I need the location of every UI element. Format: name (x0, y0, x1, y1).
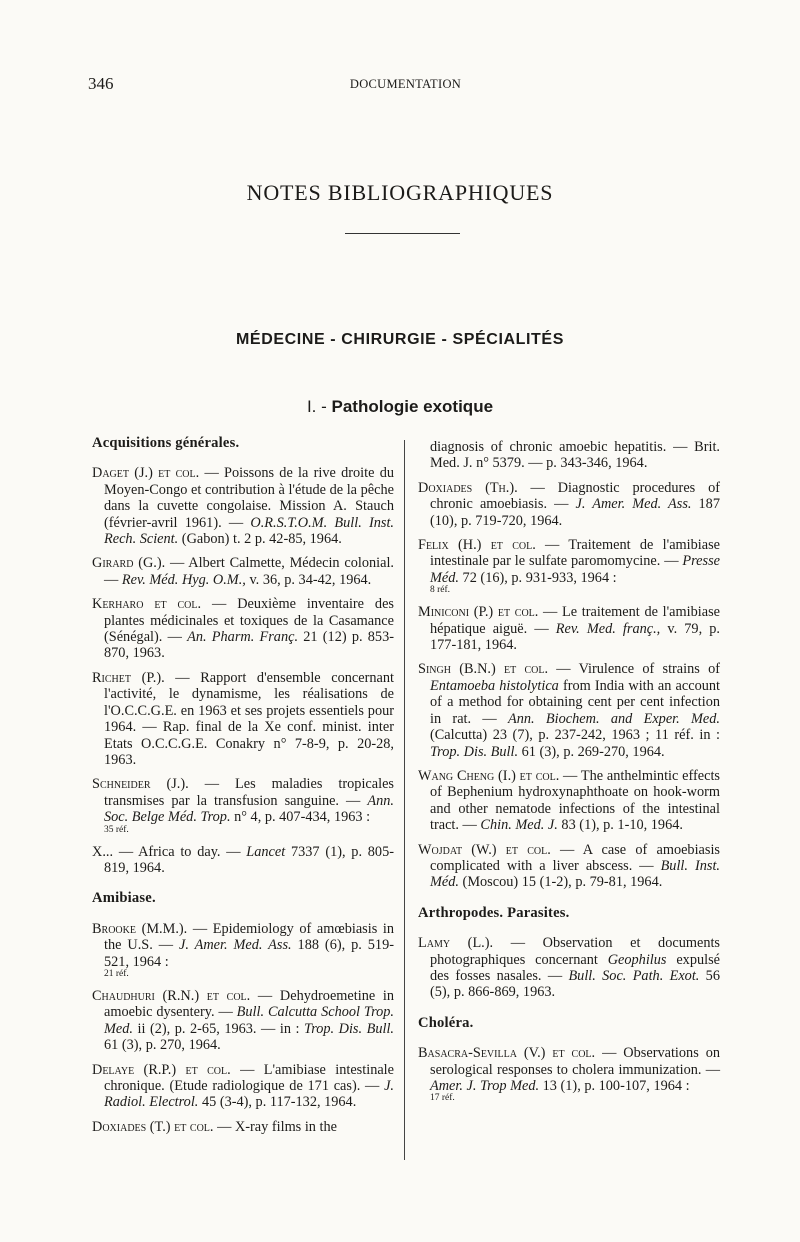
entry-source: Entamoeba histolytica (430, 677, 559, 694)
bibliography-entry (92, 465, 394, 547)
entry-source: An. Pharm. Franç. (187, 629, 299, 646)
entry-details: 61 (3), p. 270, 1964. (104, 1037, 221, 1054)
entry-text: — Rapport d'ensemble concernant l'activité, le dynamisme, les réalisations de l'O.C.C.G.E. en 1963 et ses projets essentiels pour 1964. — Rap. final de la Xe conf. minist. inter Etats O.C.C.G.E. Conakry n° 7-8-9, p. 20-28, 1963. (104, 669, 394, 768)
bibliography-entry (418, 1045, 720, 1104)
entry-text: — Dehydroemetine in amoebic dysentery. — (104, 987, 394, 1021)
entry-text: — Le traitement de l'amibiase hépatique aiguë. — (430, 604, 720, 637)
entry-author: Girard (G.). (92, 555, 166, 572)
entry-details: from India with an account of a method for obtaining cent per cent infection in rat. — (430, 677, 720, 727)
entry-details: 188 (6), p. 519-521, 1964 : (104, 937, 394, 970)
entry-source: J. Amer. Med. Ass. (575, 496, 692, 513)
column-divider (404, 440, 405, 1160)
entry-details: 56 (5), p. 866-869, 1963. (430, 967, 720, 1001)
left-column (92, 435, 394, 1135)
entry-text: — Albert Calmette, Médecin colonial. — (104, 555, 394, 588)
entry-source: Bull. Inst. Méd. (430, 857, 720, 891)
bibliography-entry (418, 935, 720, 1001)
bibliography-entry (92, 988, 394, 1054)
bibliography-entry (92, 776, 394, 835)
bibliography-entry (92, 1119, 394, 1135)
entry-details: 83 (1), p. 1-10, 1964. (557, 817, 683, 834)
entry-author: Lamy (L.). (418, 935, 494, 952)
title-divider (345, 233, 460, 234)
entry-text: — Epidemiology of amœbiasis in the U.S. — (104, 920, 394, 954)
entry-source: O.R.S.T.O.M. Bull. Inst. Rech. Scient. (104, 514, 395, 548)
entry-source: Presse Méd. (430, 553, 720, 586)
entry-source: Rev. Med. franç., (555, 620, 661, 637)
entry-author: Daget (J.) et col. (92, 465, 200, 482)
entry-ref-count: 8 réf. (430, 585, 451, 596)
entry-details: 13 (1), p. 100-107, 1964 : (539, 1078, 690, 1094)
entry-author: Doxiades (T.) et col. (92, 1118, 214, 1135)
category-heading: Amibiase. (92, 890, 156, 907)
entry-author: Singh (B.N.) et col. (418, 661, 549, 678)
entry-details: 61 (3), p. 269-270, 1964. (518, 743, 665, 760)
bibliography-entry-continued (418, 439, 720, 472)
bibliography-entry (92, 555, 394, 588)
entry-author: Wojdat (W.) et col. (418, 841, 551, 858)
entry-text: — X-ray films in the (213, 1118, 337, 1135)
bibliography-entry (418, 661, 720, 759)
entry-source: Lancet (246, 843, 286, 860)
entry-text: — L'amibiase intestinale chronique. (Etude radiologique de 171 cas). — (104, 1061, 395, 1094)
category-heading: Acquisitions générales. (92, 435, 240, 451)
entry-source: Chin. Med. J. (480, 817, 558, 834)
entry-text: diagnosis of chronic amoebic hepatitis. — (430, 439, 695, 455)
entry-text: — Observations on serological responses to cholera immunization. — (430, 1045, 720, 1078)
entry-details: ii (2), p. 2-65, 1963. — in : (132, 1020, 305, 1037)
subsection-title: Pathologie exotique (331, 397, 494, 416)
entry-author: Felix (H.) et col. (418, 537, 536, 554)
entry-text: — Observation et documents photographiques concernant (430, 935, 721, 968)
entry-source: Geophilus (607, 951, 667, 968)
entry-author: Delaye (R.P.) et col. (92, 1061, 231, 1078)
entry-source: Amer. J. Trop Med. (430, 1078, 540, 1094)
bibliography-entry (92, 1062, 394, 1111)
entry-details: 7337 (1), p. 805-819, 1964. (104, 843, 394, 876)
entry-source: Brit. Med. J. (430, 439, 720, 472)
entry-author: Chaudhuri (R.N.) et col. (92, 987, 251, 1004)
bibliography-entry (418, 604, 720, 653)
bibliography-entry (92, 670, 394, 768)
bibliography-entry (418, 842, 720, 891)
entry-details: n° 4, p. 407-434, 1963 : (230, 809, 371, 826)
page-header (88, 74, 723, 94)
entry-source: Bull. Calcutta School Trop. Med. (104, 1004, 394, 1037)
entry-details: v. 36, p. 34-42, 1964. (245, 571, 372, 588)
entry-author: Schneider (J.). (92, 776, 189, 793)
entry-text: — Diagnostic procedures of chronic amoebiasis. — (430, 479, 720, 513)
entry-ref-count: 17 réf. (430, 1093, 455, 1104)
entry-author: Richet (P.). (92, 669, 165, 686)
entry-details: v. 79, p. 177-181, 1964. (430, 620, 720, 654)
entry-details: (Gabon) t. 2 p. 42-85, 1964. (178, 531, 342, 548)
bibliography-entry (418, 768, 720, 834)
entry-author: Miniconi (P.) et col. (418, 604, 539, 621)
entry-details: n° 5379. — p. 343-346, 1964. (472, 455, 648, 472)
page-number: 346 (88, 74, 114, 93)
entry-text: — Traitement de l'amibiase intestinale par le sulfate paromomycine. — (430, 537, 721, 570)
page-title: NOTES BIBLIOGRAPHIQUES (246, 180, 554, 205)
entry-source: Bull. Soc. Path. Exot. (568, 967, 700, 984)
entry-text: — Les maladies tropicales transmises par la transfusion sanguine. — (104, 776, 394, 809)
entry-source: J. Radiol. Electrol. (104, 1078, 394, 1111)
bibliography-entry (92, 921, 394, 980)
entry-details: (Calcutta) 23 (7), p. 237-242, 1963 ; 11 réf. in : (430, 727, 720, 744)
entry-source: Ann. Soc. Belge Méd. Trop. (104, 792, 394, 826)
entry-text: — Poissons de la rive droite du Moyen-Congo et contribution à l'étude de la pêche dans la cuvette congolaise. Mission A. Stauch (février-avril 1961). — (104, 465, 394, 531)
entry-ref-count: 35 réf. (104, 824, 129, 835)
subsection-number: I. - (306, 397, 327, 416)
right-column (418, 439, 720, 1104)
entry-details: expulsé des fosses nasales. — (430, 951, 721, 984)
bibliography-entry (92, 596, 394, 662)
entry-source: Ann. Biochem. and Exper. Med. (508, 710, 721, 727)
entry-author: Kerharo et col. (92, 596, 202, 613)
entry-author: Basacra-Sevilla (V.) et col. (418, 1045, 596, 1062)
entry-details: 45 (3-4), p. 117-132, 1964. (198, 1094, 357, 1111)
entry-source: J. Amer. Med. Ass. (179, 937, 292, 954)
entry-ref-count: 21 réf. (104, 968, 129, 979)
category-heading: Choléra. (418, 1014, 474, 1031)
bibliography-entry (92, 844, 394, 877)
entry-author: X... (92, 843, 114, 860)
entry-details: 187 (10), p. 719-720, 1964. (430, 496, 720, 529)
subsection-heading (0, 397, 800, 417)
entry-source: Trop. Dis. Bull. (304, 1020, 394, 1037)
entry-author: Doxiades (Th.). (418, 479, 518, 496)
entry-text: — The anthelmintic effects of Bephenium hydroxynaphthoate on hook-worm and other nematode infections of the intestinal tract. — (430, 767, 720, 834)
entry-text: — Virulence of strains of (548, 661, 720, 678)
entry-source: Rev. Méd. Hyg. O.M., (121, 571, 246, 588)
running-head: DOCUMENTATION (349, 77, 462, 91)
entry-details: 72 (16), p. 931-933, 1964 : (458, 569, 617, 586)
entry-text: — Deuxième inventaire des plantes médicinales et toxiques de la Casamance (Sénégal). — (104, 596, 394, 646)
category-heading: Arthropodes. Parasites. (418, 904, 570, 921)
entry-details: 21 (12) p. 853-870, 1963. (104, 629, 394, 662)
entry-text: — Africa to day. — (113, 843, 247, 860)
entry-author: Wang Cheng (I.) et col. (418, 767, 560, 784)
bibliography-entry (418, 480, 720, 529)
entry-details: (Moscou) 15 (1-2), p. 79-81, 1964. (458, 874, 663, 891)
entry-source: Trop. Dis. Bull. (430, 743, 519, 760)
bibliography-entry (418, 537, 720, 596)
entry-text: — A case of amoebiasis complicated with a liver abscess. — (430, 841, 720, 874)
entry-author: Brooke (M.M.). (92, 920, 188, 937)
section-heading: MÉDECINE - CHIRURGIE - SPÉCIALITÉS (236, 331, 564, 348)
